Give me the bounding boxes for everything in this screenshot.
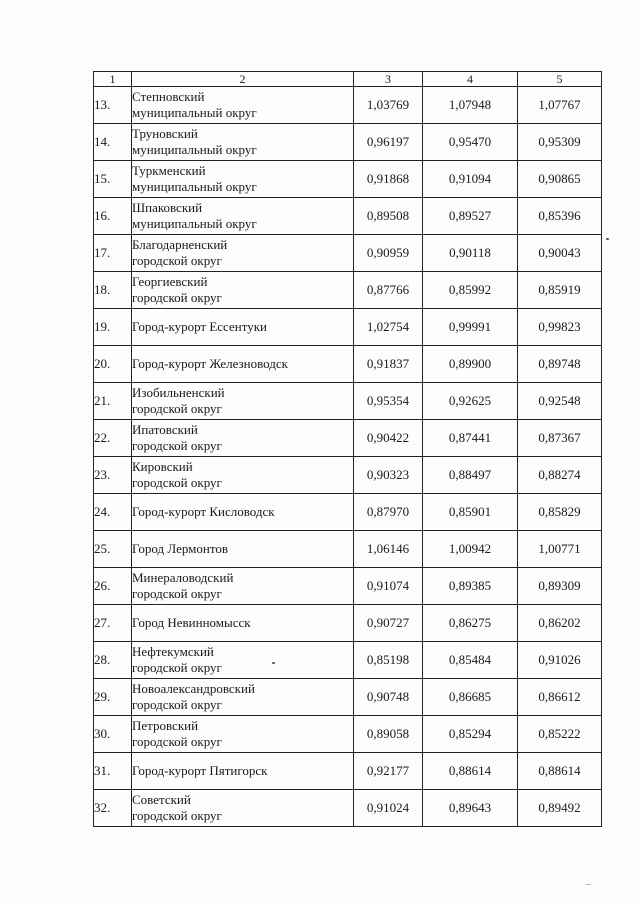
value-cell-v3: 0,91074 <box>354 568 423 605</box>
municipality-name-line1: Город-курорт Железноводск <box>132 356 288 371</box>
row-number: 23. <box>94 457 132 494</box>
row-number: 32. <box>94 790 132 827</box>
municipality-name-line1: Изобильненский <box>132 385 225 400</box>
row-number: 16. <box>94 198 132 235</box>
table-row <box>94 568 602 605</box>
row-number: 19. <box>94 309 132 346</box>
municipality-name-line1: Минераловодский <box>132 570 234 585</box>
municipality-name <box>132 494 354 531</box>
row-number: 20. <box>94 346 132 383</box>
table-row <box>94 679 602 716</box>
row-number: 15. <box>94 161 132 198</box>
value-cell-v3: 0,91868 <box>354 161 423 198</box>
municipality-name-line2: муниципальный округ <box>132 179 257 194</box>
municipality-name <box>132 679 354 716</box>
row-number: 31. <box>94 753 132 790</box>
value-cell-v3: 0,87766 <box>354 272 423 309</box>
municipality-name-line2: городской округ <box>132 697 222 712</box>
municipality-name-line1: Благодарненский <box>132 237 228 252</box>
municipality-name <box>132 161 354 198</box>
value-cell-v5: 0,86612 <box>518 679 602 716</box>
municipality-name-line1: Ипатовский <box>132 422 198 437</box>
table-body <box>94 87 602 827</box>
table-row <box>94 346 602 383</box>
column-header-2: 2 <box>132 72 354 87</box>
municipality-name-line2: городской округ <box>132 586 222 601</box>
municipality-name <box>132 346 354 383</box>
municipality-name-line1: Петровский <box>132 718 199 733</box>
table-row <box>94 642 602 679</box>
value-cell-v5: 0,87367 <box>518 420 602 457</box>
value-cell-v3: 0,87970 <box>354 494 423 531</box>
row-number: 13. <box>94 87 132 124</box>
municipality-name-line1: Кировский <box>132 459 193 474</box>
table-row <box>94 716 602 753</box>
table-row <box>94 309 602 346</box>
municipality-name-line1: Шпаковский <box>132 200 203 215</box>
municipality-name-line1: Георгиевский <box>132 274 208 289</box>
row-number: 18. <box>94 272 132 309</box>
municipality-name-line1: Степновский <box>132 89 205 104</box>
municipality-name <box>132 235 354 272</box>
value-cell-v3: 0,95354 <box>354 383 423 420</box>
value-cell-v3: 1,02754 <box>354 309 423 346</box>
row-number: 28. <box>94 642 132 679</box>
municipality-name <box>132 605 354 642</box>
table-row <box>94 383 602 420</box>
value-cell-v4: 0,95470 <box>423 124 518 161</box>
municipality-name-line2: муниципальный округ <box>132 105 257 120</box>
value-cell-v5: 0,85919 <box>518 272 602 309</box>
municipality-name-line1: Город-курорт Ессентуки <box>132 319 267 334</box>
scan-speck <box>586 884 591 885</box>
column-header-3: 3 <box>354 72 423 87</box>
column-header-1: 1 <box>94 72 132 87</box>
table-row <box>94 87 602 124</box>
value-cell-v3: 0,89508 <box>354 198 423 235</box>
value-cell-v5: 0,85829 <box>518 494 602 531</box>
value-cell-v3: 0,90727 <box>354 605 423 642</box>
value-cell-v4: 0,91094 <box>423 161 518 198</box>
row-number: 22. <box>94 420 132 457</box>
municipality-name <box>132 457 354 494</box>
row-number: 14. <box>94 124 132 161</box>
value-cell-v5: 0,92548 <box>518 383 602 420</box>
municipality-name <box>132 87 354 124</box>
value-cell-v3: 0,90422 <box>354 420 423 457</box>
value-cell-v3: 1,03769 <box>354 87 423 124</box>
municipality-name-line2: муниципальный округ <box>132 216 257 231</box>
value-cell-v4: 0,85294 <box>423 716 518 753</box>
row-number: 25. <box>94 531 132 568</box>
municipality-name-line1: Город Лермонтов <box>132 541 228 556</box>
value-cell-v4: 0,92625 <box>423 383 518 420</box>
value-cell-v5: 1,00771 <box>518 531 602 568</box>
municipality-name-line2: городской округ <box>132 253 222 268</box>
value-cell-v4: 0,85901 <box>423 494 518 531</box>
value-cell-v4: 0,89527 <box>423 198 518 235</box>
municipality-name <box>132 568 354 605</box>
municipality-name <box>132 272 354 309</box>
municipality-name-line1: Туркменский <box>132 163 206 178</box>
value-cell-v4: 0,87441 <box>423 420 518 457</box>
row-number: 24. <box>94 494 132 531</box>
value-cell-v4: 0,86685 <box>423 679 518 716</box>
scan-speck <box>606 238 609 240</box>
column-header-5: 5 <box>518 72 602 87</box>
table-row <box>94 272 602 309</box>
table-row <box>94 161 602 198</box>
table-row <box>94 790 602 827</box>
municipality-name <box>132 383 354 420</box>
municipality-name-line1: Город-курорт Пятигорск <box>132 763 268 778</box>
municipality-name-line2: городской округ <box>132 401 222 416</box>
municipality-name <box>132 790 354 827</box>
value-cell-v3: 0,90748 <box>354 679 423 716</box>
value-cell-v5: 0,89748 <box>518 346 602 383</box>
column-header-4: 4 <box>423 72 518 87</box>
table-row <box>94 420 602 457</box>
table-row <box>94 753 602 790</box>
value-cell-v3: 0,90959 <box>354 235 423 272</box>
value-cell-v4: 0,85484 <box>423 642 518 679</box>
table-row <box>94 198 602 235</box>
municipality-name-line1: Советский <box>132 792 191 807</box>
municipality-name-line1: Труновский <box>132 126 198 141</box>
municipality-name <box>132 531 354 568</box>
municipality-name-line2: городской округ <box>132 808 222 823</box>
value-cell-v4: 0,88497 <box>423 457 518 494</box>
table-row <box>94 605 602 642</box>
table-row <box>94 235 602 272</box>
coefficients-table <box>93 71 602 827</box>
row-number: 27. <box>94 605 132 642</box>
value-cell-v4: 0,99991 <box>423 309 518 346</box>
municipality-name-line1: Новоалександровский <box>132 681 255 696</box>
table-row <box>94 494 602 531</box>
value-cell-v5: 0,88614 <box>518 753 602 790</box>
table-header-row <box>94 72 602 87</box>
value-cell-v5: 0,89492 <box>518 790 602 827</box>
municipality-name <box>132 309 354 346</box>
municipality-name <box>132 753 354 790</box>
municipality-name <box>132 198 354 235</box>
scan-speck <box>272 662 275 664</box>
municipality-name-line1: Город-курорт Кисловодск <box>132 504 275 519</box>
value-cell-v5: 0,88274 <box>518 457 602 494</box>
value-cell-v5: 0,85222 <box>518 716 602 753</box>
value-cell-v5: 0,89309 <box>518 568 602 605</box>
municipality-name-line2: городской округ <box>132 438 222 453</box>
municipality-name-line1: Город Невинномысск <box>132 615 251 630</box>
municipality-name <box>132 420 354 457</box>
value-cell-v3: 1,06146 <box>354 531 423 568</box>
value-cell-v4: 1,07948 <box>423 87 518 124</box>
municipality-name <box>132 642 354 679</box>
row-number: 21. <box>94 383 132 420</box>
value-cell-v4: 0,89385 <box>423 568 518 605</box>
value-cell-v4: 0,89900 <box>423 346 518 383</box>
table-row <box>94 531 602 568</box>
table-row <box>94 457 602 494</box>
municipality-name-line2: городской округ <box>132 475 222 490</box>
value-cell-v3: 0,91837 <box>354 346 423 383</box>
value-cell-v4: 1,00942 <box>423 531 518 568</box>
value-cell-v5: 0,90043 <box>518 235 602 272</box>
value-cell-v3: 0,92177 <box>354 753 423 790</box>
value-cell-v5: 1,07767 <box>518 87 602 124</box>
row-number: 29. <box>94 679 132 716</box>
table-row <box>94 124 602 161</box>
municipality-name <box>132 716 354 753</box>
value-cell-v4: 0,85992 <box>423 272 518 309</box>
municipality-name-line2: городской округ <box>132 660 222 675</box>
value-cell-v3: 0,96197 <box>354 124 423 161</box>
row-number: 26. <box>94 568 132 605</box>
value-cell-v4: 0,88614 <box>423 753 518 790</box>
value-cell-v3: 0,91024 <box>354 790 423 827</box>
value-cell-v5: 0,99823 <box>518 309 602 346</box>
row-number: 17. <box>94 235 132 272</box>
value-cell-v5: 0,90865 <box>518 161 602 198</box>
municipality-name <box>132 124 354 161</box>
value-cell-v3: 0,90323 <box>354 457 423 494</box>
value-cell-v4: 0,90118 <box>423 235 518 272</box>
value-cell-v5: 0,85396 <box>518 198 602 235</box>
value-cell-v5: 0,95309 <box>518 124 602 161</box>
municipality-name-line1: Нефтекумский <box>132 644 214 659</box>
municipality-name-line2: муниципальный округ <box>132 142 257 157</box>
municipality-name-line2: городской округ <box>132 734 222 749</box>
value-cell-v3: 0,89058 <box>354 716 423 753</box>
value-cell-v4: 0,89643 <box>423 790 518 827</box>
value-cell-v5: 0,91026 <box>518 642 602 679</box>
value-cell-v5: 0,86202 <box>518 605 602 642</box>
municipality-name-line2: городской округ <box>132 290 222 305</box>
value-cell-v3: 0,85198 <box>354 642 423 679</box>
value-cell-v4: 0,86275 <box>423 605 518 642</box>
row-number: 30. <box>94 716 132 753</box>
